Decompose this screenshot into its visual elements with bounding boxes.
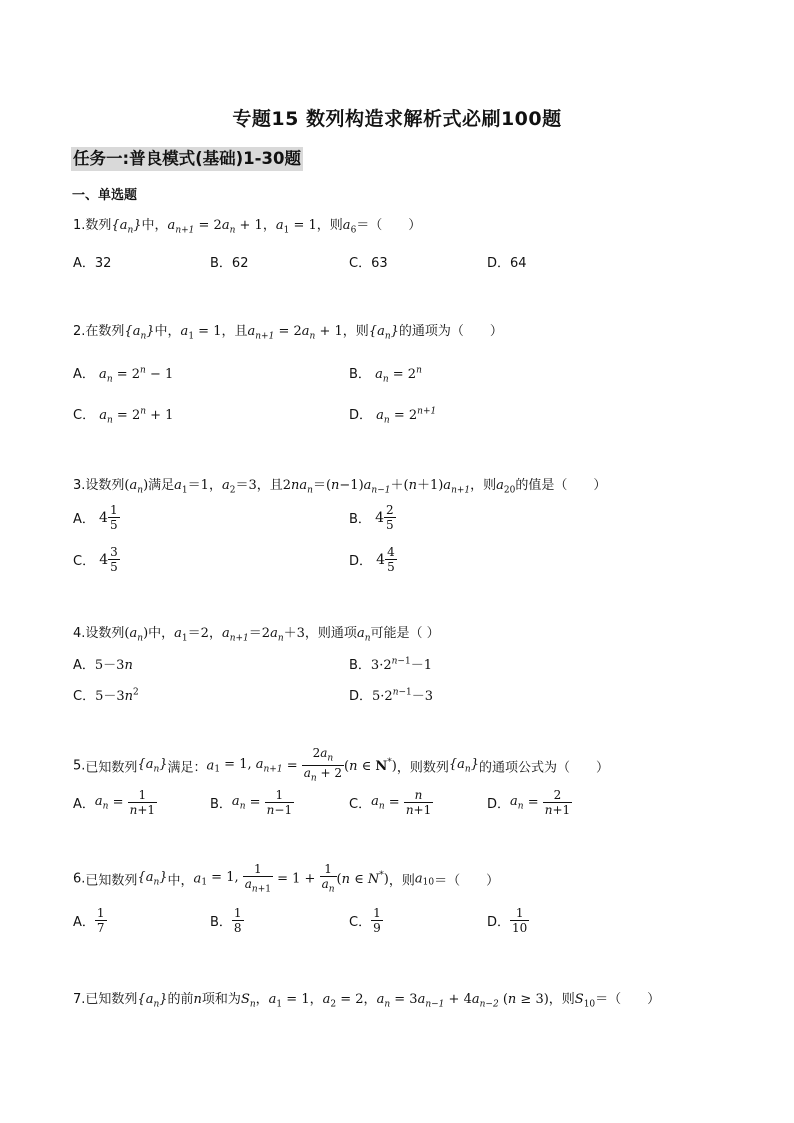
q4-option-c[interactable]: C．$5-3n^2$	[73, 687, 139, 704]
question-3: 3.设数列$(a_n)$满足$a_1=1$，$a_2=3$，且$2na_n=(n-1)a_{n-1}+(n+1)a_{n+1}$，则$a_{20}$的值是（ ）	[73, 478, 607, 496]
q6-option-d[interactable]: D． $\frac{1}{10}$	[487, 906, 528, 935]
page-title: 专题15 数列构造求解析式必刷100题	[232, 108, 562, 130]
q2-option-c[interactable]: C． $a_n = 2^n + 1$	[73, 406, 174, 426]
q1-option-d[interactable]: D．64	[487, 256, 527, 271]
question-1: 1.数列$\{a_n\}$中，$a_{n+1} = 2a_n + 1$，$a_1 = 1$，则$a_6=$（ ）	[73, 218, 422, 236]
q3-option-c[interactable]: C． 4 $\frac{3}{5}$	[73, 545, 118, 574]
q4-option-d[interactable]: D．$5\cdot 2^{n-1}-3$	[349, 687, 434, 704]
q5-option-b[interactable]: B．$a_n$ = $\frac{1}{n-1}$	[210, 788, 293, 817]
q4-option-a[interactable]: A．5－3n	[73, 658, 133, 673]
q2-option-b[interactable]: B． $a_n = 2^n$	[349, 365, 422, 385]
q3-option-d[interactable]: D． 4 $\frac{4}{5}$	[349, 545, 395, 574]
q5-option-d[interactable]: D．$a_n$ = $\frac{2}{n+1}$	[487, 788, 571, 817]
q5-option-c[interactable]: C．$a_n$ = $\frac{n}{n+1}$	[349, 788, 432, 817]
q6-option-a[interactable]: A． $\frac{1}{7}$	[73, 906, 105, 935]
q1-option-c[interactable]: C．63	[349, 256, 388, 271]
q1-option-a[interactable]: A．32	[73, 256, 112, 271]
q5-option-a[interactable]: A．$a_n$ = $\frac{1}{n+1}$	[73, 788, 156, 817]
question-7: 7.已知数列$\{a_n\}$的前n项和为$S_n$，$a_1 = 1$，$a_2 = 2$，$a_n = 3a_{n-1} + 4a_{n-2}$ (n ≥ 3)，则$S_{10}=$（ ）	[73, 992, 661, 1010]
q3-option-a[interactable]: A． 4 $\frac{1}{5}$	[73, 503, 118, 532]
question-2: 2.在数列$\{a_n\}$中，$a_1 = 1$，且$a_{n+1} = 2a_n + 1$，则$\{a_n\}$的通项为（ ）	[73, 324, 503, 342]
q4-option-b[interactable]: B．$3\cdot 2^{n-1}-1$	[349, 656, 432, 673]
task-heading: 任务一:普良模式(基础)1-30题	[71, 147, 303, 171]
q3-option-b[interactable]: B． 4 $\frac{2}{5}$	[349, 503, 394, 532]
q2-option-d[interactable]: D． $a_n = 2^{n+1}$	[349, 406, 437, 426]
question-5: 5.已知数列$\{a_n\}$满足：$a_1 = 1$, $a_{n+1}$ = $\frac{2a_n}{a_n + 2}$ (n ∈ N*)，则数列$\{a_n\}$的通项公式为（ ）	[73, 746, 609, 784]
q6-option-b[interactable]: B． $\frac{1}{8}$	[210, 906, 242, 935]
q6-option-c[interactable]: C． $\frac{1}{9}$	[349, 906, 381, 935]
q1-option-b[interactable]: B．62	[210, 256, 249, 271]
section-heading: 一、单选题	[72, 188, 138, 203]
question-4: 4.设数列$(a_n)$中，$a_1=2$，$a_{n+1}=2a_n+3$，则通项$a_n$可能是（ ）	[73, 626, 440, 644]
question-6: 6.已知数列$\{a_n\}$中，$a_1 = 1$, $\frac{1}{a_{n+1}}$ = 1 + $\frac{1}{a_n}$ (n ∈ N*)，则$a_{10}=$（ ）	[73, 862, 500, 895]
q2-option-a[interactable]: A． $a_n = 2^n - 1$	[73, 365, 174, 385]
